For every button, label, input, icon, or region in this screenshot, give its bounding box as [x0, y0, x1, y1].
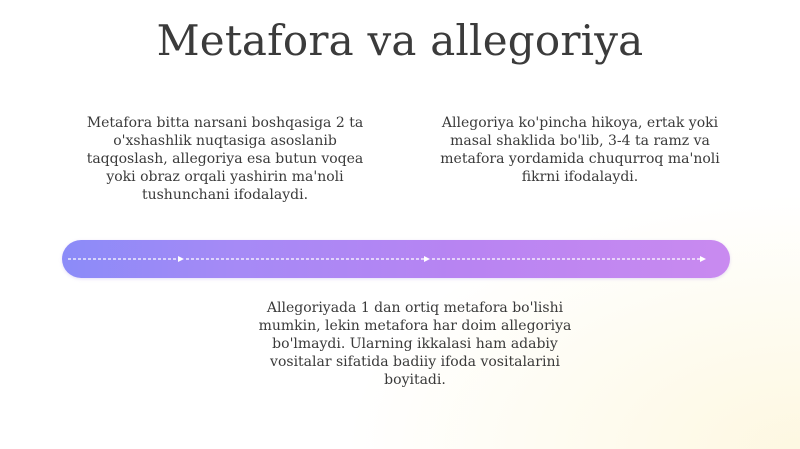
arrow-head-icon [424, 256, 430, 262]
text-block-left: Metafora bitta narsani boshqasiga 2 ta o'xshashlik nuqtasiga asoslanib taqqoslash, allegoriya esa butun voqea yoki obraz orqali yashirin ma'noli tushunchani ifodalaydi. [86, 115, 364, 203]
text-block-bottom: Allegoriyada 1 dan ortiq metafora bo'lishi mumkin, lekin metafora har doim allegoriya bo'lmaydi. Ularning ikkalasi ham adabiy vositalar sifatida badiiy ifoda vositalarini boyitadi. [258, 300, 572, 388]
timeline-arrows [62, 240, 730, 278]
slide-title: Metafora va allegoriya [156, 16, 644, 65]
arrow-head-icon [700, 256, 706, 262]
text-block-right: Allegoriya ko'pincha hikoya, ertak yoki masal shaklida bo'lib, 3-4 ta ramz va metafora yordamida chuqurroq ma'noli fikrni ifodalaydi. [440, 115, 720, 185]
timeline-bar [62, 240, 730, 278]
arrow-head-icon [178, 256, 184, 262]
